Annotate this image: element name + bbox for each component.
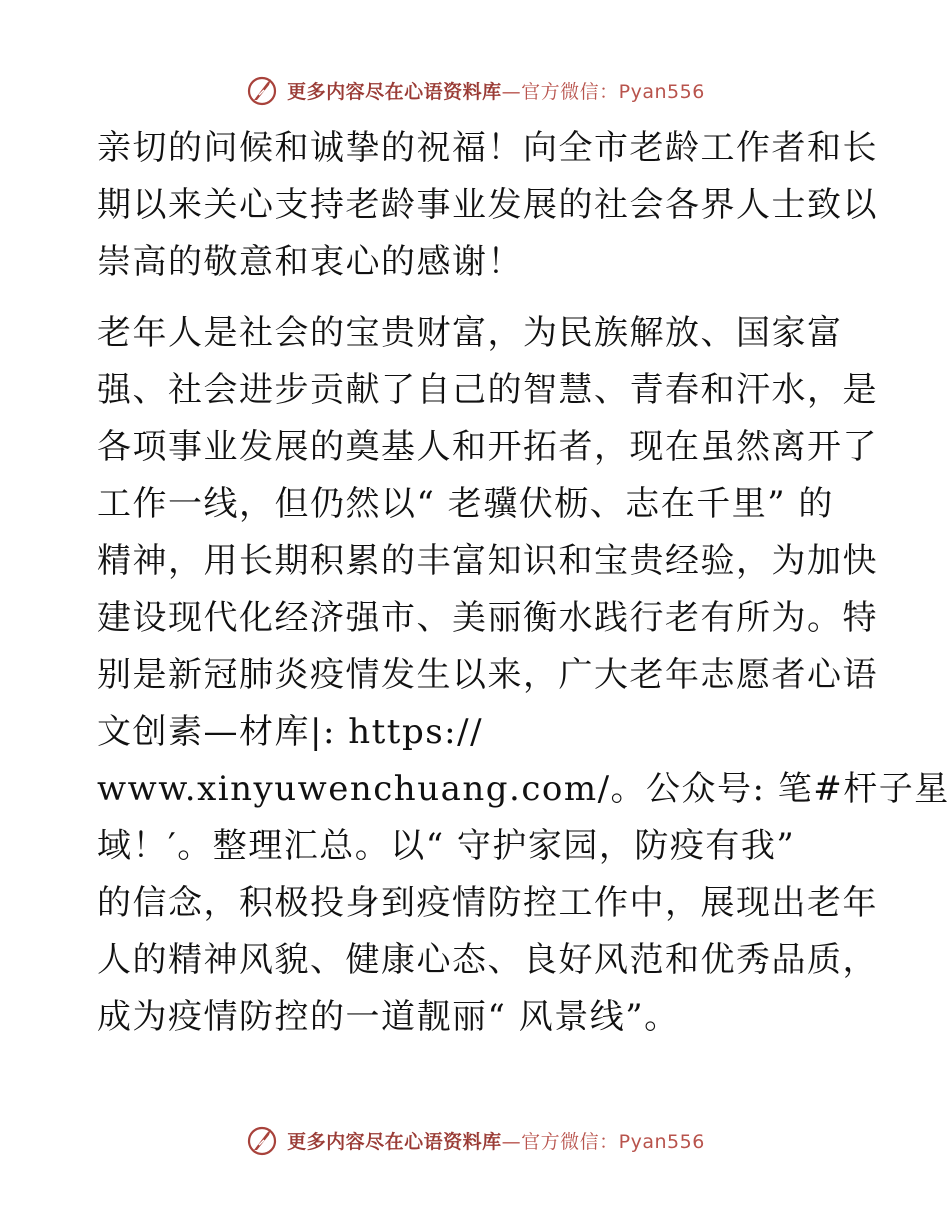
paragraph-line: 崇高的敬意和衷心的感谢！ (97, 242, 523, 282)
header-watermark (0, 70, 950, 110)
paragraph-gap (97, 291, 857, 305)
quill-pen-logo-icon (245, 1123, 279, 1157)
header-watermark-text (287, 77, 705, 104)
paragraph-line: 域！′。整理汇总。以“ 守护家园，防疫有我” (97, 826, 796, 866)
paragraph-line: 文创素—材库|: https:// (97, 712, 484, 752)
paragraph-line: 期以来关心支持老龄事业发展的社会各界人士致以 (97, 185, 878, 225)
paragraph-line: 人的精神风貌、健康心态、良好风范和优秀品质， (97, 940, 878, 980)
document-body (97, 120, 950, 1046)
footer-watermark-main: 更多内容尽在心语资料库 (287, 1130, 502, 1153)
paragraph-line: 成为疫情防控的一道靓丽“ 风景线”。 (97, 997, 680, 1037)
quill-pen-logo-icon (245, 73, 279, 107)
paragraph-line: 老年人是社会的宝贵财富，为民族解放、国家富 (97, 313, 843, 353)
paragraph-line: 强、社会进步贡献了自己的智慧、青春和汗水，是 (97, 370, 878, 410)
footer-watermark-sep: — (501, 1130, 522, 1153)
header-watermark-main: 更多内容尽在心语资料库 (287, 80, 502, 103)
footer-watermark-wechat: 官方微信：Pyan556 (521, 1130, 705, 1153)
paragraph-line: 各项事业发展的奠基人和开拓者，现在虽然离开了 (97, 427, 878, 467)
paragraph-line: 建设现代化经济强市、美丽衡水践行老有所为。特 (97, 598, 878, 638)
paragraph-line: 工作一线，但仍然以“ 老骥伏枥、志在千里” 的 (97, 484, 834, 524)
paragraph-line: www.xinyuwenchuang.com/。公众号: 笔#杆子星 (97, 769, 950, 809)
paragraph-1 (97, 120, 878, 291)
header-watermark-sep: — (501, 80, 522, 103)
paragraph-2 (97, 305, 950, 1046)
paragraph-line: 的信念，积极投身到疫情防控工作中，展现出老年 (97, 883, 878, 923)
paragraph-line: 精神，用长期积累的丰富知识和宝贵经验，为加快 (97, 541, 878, 581)
paragraph-line: 亲切的问候和诚挚的祝福！向全市老龄工作者和长 (97, 128, 878, 168)
paragraph-line: 别是新冠肺炎疫情发生以来，广大老年志愿者心语 (97, 655, 878, 695)
footer-watermark-text (287, 1127, 705, 1154)
header-watermark-wechat: 官方微信：Pyan556 (521, 80, 705, 103)
footer-watermark (0, 1120, 950, 1160)
